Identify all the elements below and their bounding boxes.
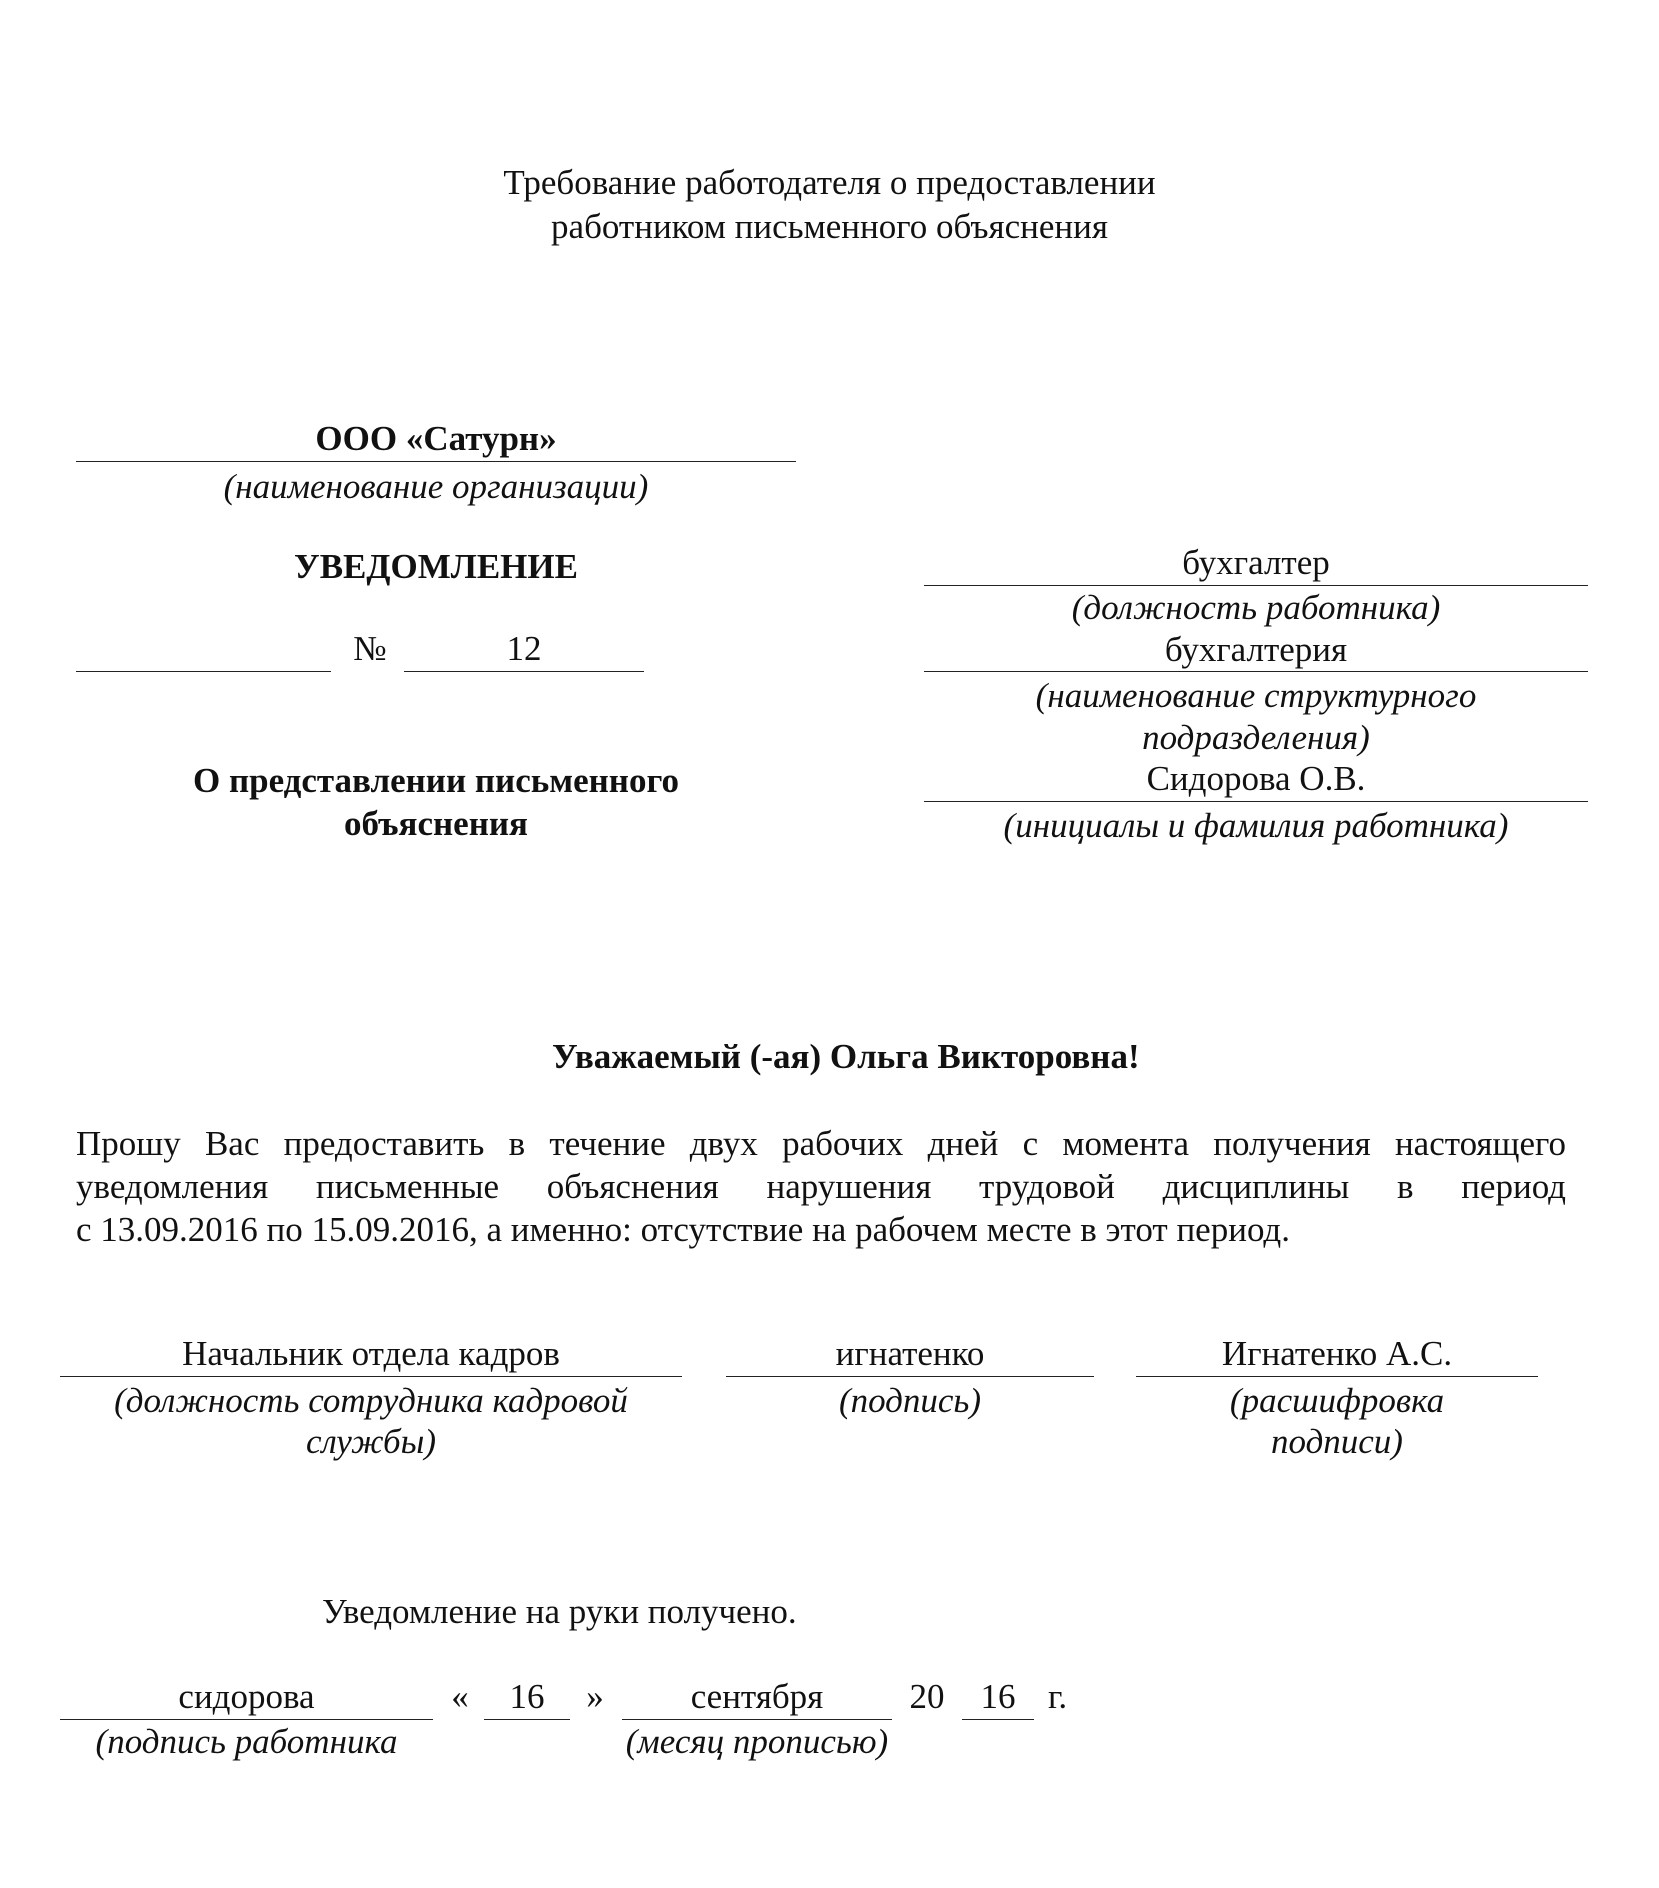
recipient-department-caption-line1: (наименование структурного (1035, 676, 1477, 715)
subject-line2: объяснения (344, 804, 528, 843)
document-title-line1: Требование работодателя о предоставлении (503, 163, 1156, 202)
notice-number-underline (404, 671, 644, 672)
organization-caption: (наименование организации) (223, 467, 649, 506)
signature-decoding-underline (1136, 1376, 1538, 1377)
receipt-month-underline (622, 1719, 892, 1720)
recipient-name: Сидорова О.В. (1146, 759, 1366, 798)
hr-position-caption-line2: службы) (305, 1422, 437, 1461)
recipient-position-underline (924, 585, 1588, 586)
recipient-department-caption-line2: подразделения) (1142, 718, 1370, 757)
signature-decoding-caption-line2: подписи) (1271, 1422, 1403, 1461)
signature-decoding: Игнатенко А.С. (1221, 1334, 1453, 1373)
recipient-name-caption: (инициалы и фамилия работника) (1003, 806, 1509, 845)
document-title-line2: работником письменного объяснения (551, 207, 1108, 246)
year-abbrev: г. (1048, 1677, 1068, 1716)
recipient-department-underline (924, 671, 1588, 672)
employee-signature-underline (60, 1719, 433, 1720)
body-line3: с 13.09.2016 по 15.09.2016, а именно: отсутствие на рабочем месте в этот период. (76, 1210, 1290, 1249)
hr-position-underline (60, 1376, 682, 1377)
organization-name: ООО «Сатурн» (315, 419, 557, 458)
hr-position-caption-line1: (должность сотрудника кадровой (114, 1381, 628, 1420)
notice-number: 12 (506, 629, 542, 668)
recipient-department: бухгалтерия (1164, 630, 1348, 669)
year-prefix: 20 (909, 1677, 945, 1716)
employee-signature-caption: (подпись работника (95, 1722, 398, 1761)
receipt-day-underline (484, 1719, 570, 1720)
organization-underline (76, 461, 796, 462)
notice-date-underline (76, 671, 331, 672)
receipt-day: 16 (509, 1677, 545, 1716)
recipient-position: бухгалтер (1182, 543, 1330, 582)
salutation: Уважаемый (-ая) Ольга Викторовна! (552, 1037, 1140, 1076)
quote-open: « (451, 1677, 469, 1716)
employee-signature: сидорова (178, 1677, 315, 1716)
signature-decoding-caption-line1: (расшифровка (1229, 1381, 1445, 1420)
subject-line1: О представлении письменного (192, 761, 679, 800)
hr-signature-underline (726, 1376, 1094, 1377)
receipt-month-caption: (месяц прописью) (625, 1722, 889, 1761)
year-suffix-underline (962, 1719, 1034, 1720)
number-sign: № (353, 629, 387, 668)
hr-position: Начальник отдела кадров (182, 1334, 560, 1373)
body-line1: Прошу Вас предоставить в течение двух рабочих дней с момента получения настоящего (76, 1124, 1566, 1163)
quote-close: » (586, 1677, 604, 1716)
receipt-month: сентября (690, 1677, 824, 1716)
hr-signature: игнатенко (835, 1334, 985, 1373)
year-suffix: 16 (980, 1677, 1016, 1716)
recipient-position-caption: (должность работника) (1071, 588, 1441, 627)
receipt-statement: Уведомление на руки получено. (322, 1592, 797, 1631)
hr-signature-caption: (подпись) (838, 1381, 982, 1420)
notice-heading: УВЕДОМЛЕНИЕ (294, 547, 578, 586)
recipient-name-underline (924, 801, 1588, 802)
body-paragraph (76, 1122, 1566, 1251)
body-line2: уведомления письменные объяснения нарушения трудовой дисциплины в период (76, 1167, 1566, 1206)
